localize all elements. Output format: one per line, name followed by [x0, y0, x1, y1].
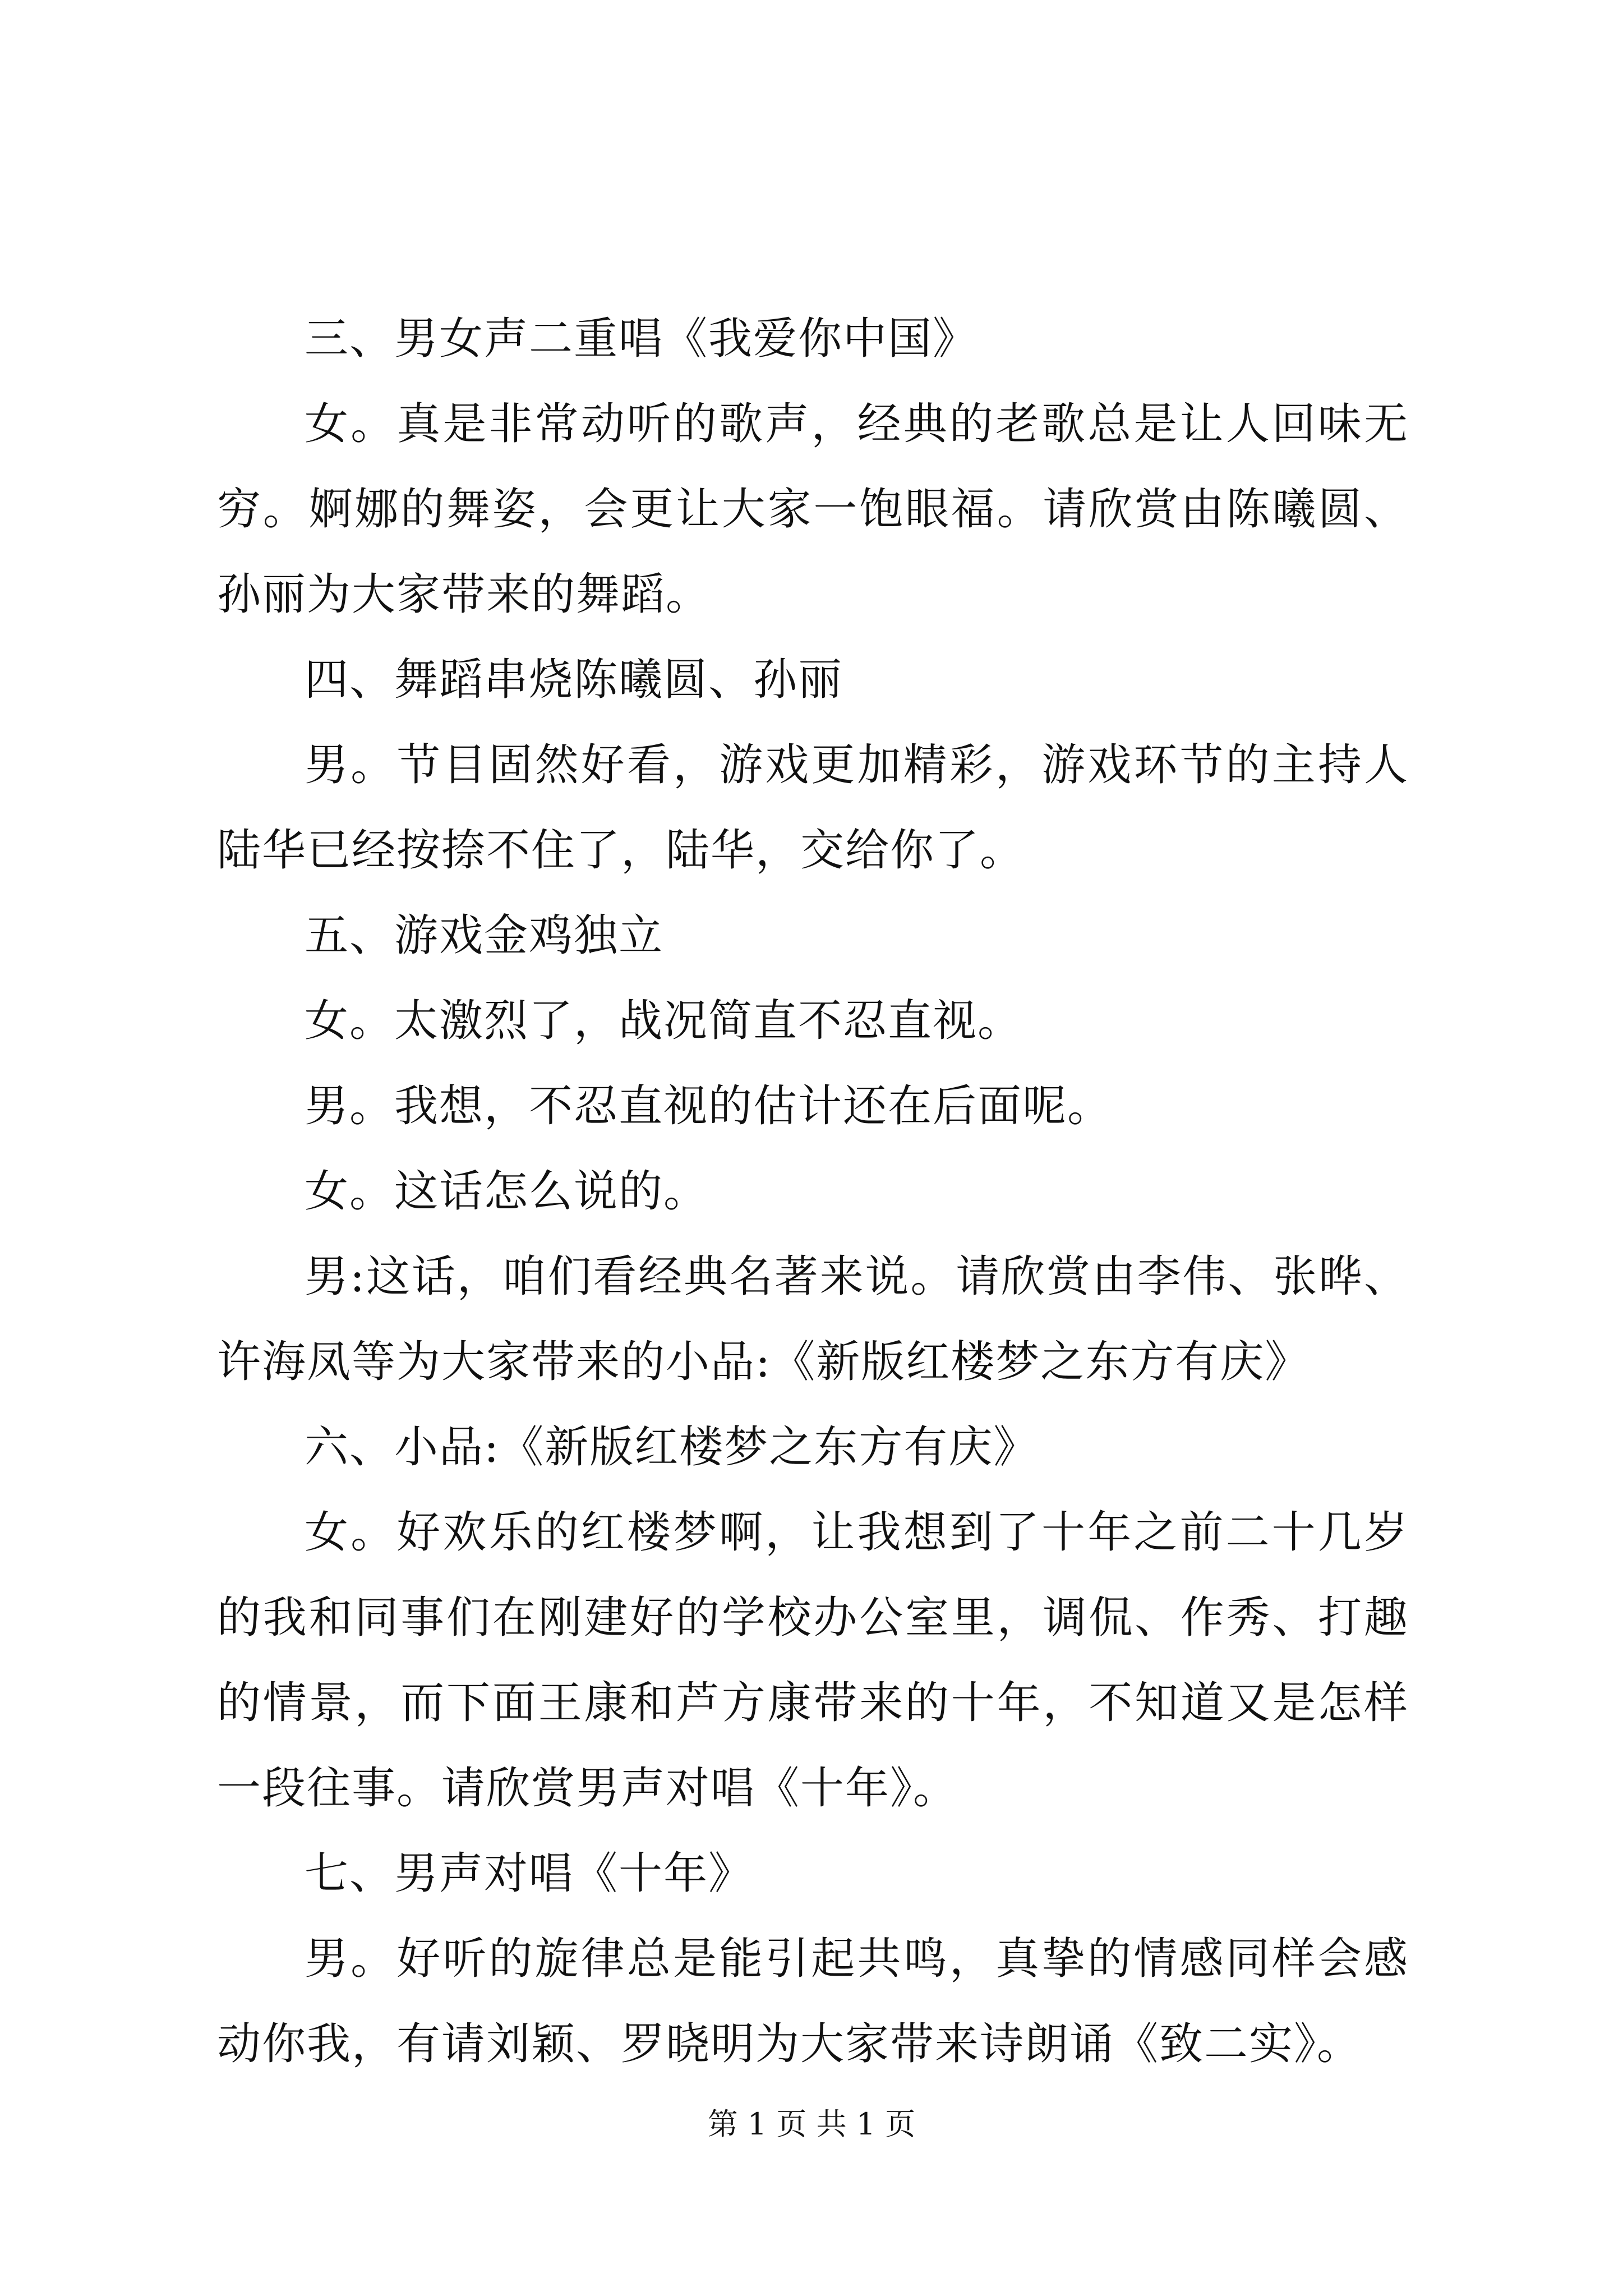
- paragraph-female-host-comment: 女。太激烈了，战况简直不忍直视。: [305, 996, 1023, 1046]
- section-heading-game: 五、游戏金鸡独立: [305, 910, 664, 961]
- paragraph-male-host-skit-intro: 男:这话，咱们看经典名著来说。请欣赏由李伟、张晔、许海凤等为大家带来的小品:《新版红楼梦之东方有庆》: [217, 1251, 1409, 1387]
- paragraph-male-host-game-intro: 男。节目固然好看，游戏更加精彩，游戏环节的主持人陆华已经按捺不住了，陆华，交给你了。: [217, 740, 1409, 876]
- document-body: [217, 296, 1409, 2087]
- paragraph-female-host-question: 女。这话怎么说的。: [305, 1166, 709, 1217]
- section-heading-skit: 六、小品:《新版红楼梦之东方有庆》: [305, 1422, 1039, 1473]
- section-heading-male-duet: 七、男声对唱《十年》: [305, 1848, 754, 1899]
- paragraph-female-host-song-intro: 女。好欢乐的红楼梦啊，让我想到了十年之前二十几岁的我和同事们在刚建好的学校办公室里，调侃、作秀、打趣的情景，而下面王康和芦方康带来的十年，不知道又是怎样一段往事。请欣赏男声对唱《十年》。: [217, 1507, 1409, 1814]
- page-footer: 第 1 页 共 1 页: [707, 2106, 916, 2142]
- section-heading-dance-medley: 四、舞蹈串烧陈曦圆、孙丽: [305, 655, 843, 705]
- section-heading-duet: 三、男女声二重唱《我爱你中国》: [305, 314, 978, 364]
- paragraph-female-host-dance-intro: 女。真是非常动听的歌声，经典的老歌总是让人回味无穷。婀娜的舞姿，会更让大家一饱眼福。请欣赏由陈曦圆、孙丽为大家带来的舞蹈。: [217, 399, 1409, 620]
- paragraph-male-host-poem-intro: 男。好听的旋律总是能引起共鸣，真挚的情感同样会感动你我，有请刘颖、罗晓明为大家带来诗朗诵《致二实》。: [217, 1934, 1409, 2069]
- paragraph-male-host-reply: 男。我想，不忍直视的估计还在后面呢。: [305, 1081, 1113, 1131]
